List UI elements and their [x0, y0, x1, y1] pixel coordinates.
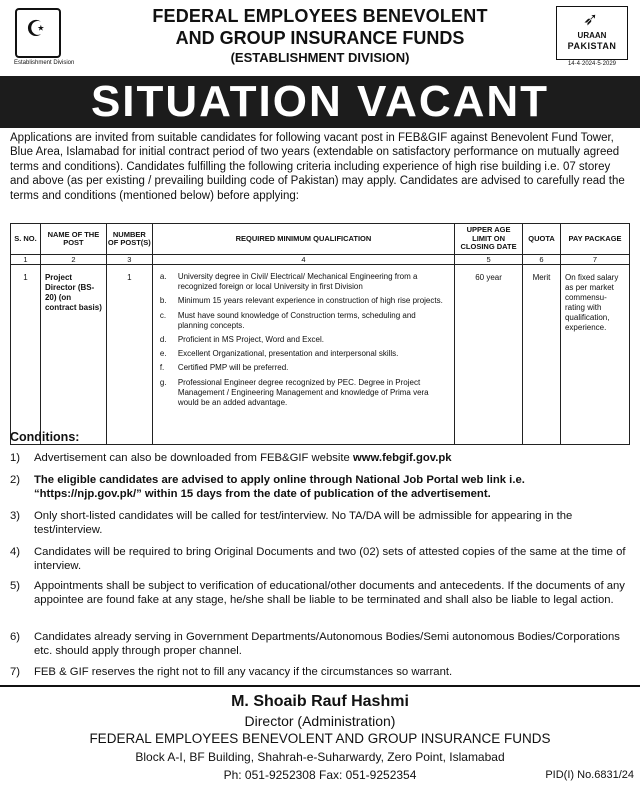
website-link[interactable]: www.febgif.gov.pk: [352, 452, 452, 464]
condition-item: 7) FEB & GIF reserves the right not to fill any vacancy if the circumstances so warrant.: [10, 666, 453, 678]
table-header-row: [11, 224, 630, 255]
row-pay-package: On fixed salary as per market commensu-rating with qualification, experience.: [560, 265, 629, 445]
table-row: [11, 265, 630, 445]
col-number: 3: [106, 255, 152, 265]
njp-portal-instruction: The eligible candidates are advised to apply online through National Job Portal web link i.e. “https://njp.gov.pk/” within 15 days from the date of publication of the advertisement.: [34, 474, 525, 500]
pakistan-text: PAKISTAN: [567, 41, 617, 51]
uraan-pakistan-logo: [556, 6, 628, 70]
pid-number: PID(I) No.6831/24: [545, 769, 634, 781]
condition-item: 5) Appointments shall be subject to verification of educational/other documents and antecedents. If the documents of any appointee are found fake at any stage, he/she shall be liable to be terminated and shall also be liable to legal action.: [10, 580, 625, 606]
list-item: c. Must have sound knowledge of Construction terms, scheduling and planning concepts.: [159, 310, 416, 330]
uraan-text: URAAN: [577, 31, 607, 40]
list-item: b. Minimum 15 years relevant experience in construction of high rise projects.: [159, 296, 443, 306]
footer-address: Block A-I, BF Building, Shahrah-e-Suharwardy, Zero Point, Islamabad: [135, 750, 505, 764]
condition-item: 1) Advertisement can also be downloaded from FEB&GIF website www.febgif.gov.pk: [10, 452, 452, 464]
row-qualifications: [152, 265, 454, 445]
row-age-limit: 60 year: [455, 265, 523, 445]
row-post-name: Project Director (BS-20) (on contract basis): [40, 265, 106, 445]
list-item: d. Proficient in MS Project, Word and Excel.: [159, 335, 324, 345]
col-number: 6: [523, 255, 561, 265]
condition-item: 6) Candidates already serving in Government Departments/Autonomous Bodies/Semi autonomous Bodies/Corporations etc. should apply through proper channel.: [10, 631, 620, 657]
col-number: 5: [455, 255, 523, 265]
logo-date-caption: 14·4·2024·5·2029: [567, 61, 617, 67]
government-emblem-logo: [14, 8, 75, 72]
footer-phone: Ph: 051-9252308 Fax: 051-9252354: [223, 768, 417, 782]
intro-paragraph: Applications are invited from suitable candidates for following vacant post in FEB&GIF against Benevolent Fund Tower, Blue Area, Islamabad for initial contract period of two years (extendable on satisfactory performance on mutually agreed terms and conditions). Candidates fulfilling the following criteria including experience of high rise building i.e. 07 storey and above (as per existing / prevailing building code of Pakistan) may apply. Candidates are advised to carefully read the terms and conditions (mentioned below) before applying:: [10, 132, 625, 202]
conditions-heading: Conditions:: [10, 430, 80, 444]
header-age-limit: UPPER AGE LIMIT ON CLOSING DATE: [455, 224, 523, 255]
header-pay-package: PAY PACKAGE: [560, 224, 629, 255]
condition-item: 2) The eligible candidates are advised to apply online through National Job Portal web link i.e. “https://njp.gov.pk/” within 15 days from the date of publication of the advertisement.: [10, 473, 630, 501]
footer-org-name: FEDERAL EMPLOYEES BENEVOLENT AND GROUP INSURANCE FUNDS: [89, 731, 551, 746]
header-post-name: NAME OF THE POST: [40, 224, 106, 255]
header-quota: QUOTA: [523, 224, 561, 255]
situation-vacant-banner: SITUATION VACANT: [0, 76, 640, 128]
col-number: 7: [560, 255, 629, 265]
col-number: 2: [40, 255, 106, 265]
col-number: 4: [152, 255, 454, 265]
header-number-of-posts: NUMBER OF POST(S): [106, 224, 152, 255]
org-division: (ESTABLISHMENT DIVISION): [230, 50, 410, 65]
org-title-line1: FEDERAL EMPLOYEES BENEVOLENT: [152, 6, 488, 26]
header-sno: S. NO.: [11, 224, 41, 255]
col-number: 1: [11, 255, 41, 265]
qualification-list: [154, 272, 453, 408]
row-quota: Merit: [523, 265, 561, 445]
logo-caption: Establishment Division: [14, 60, 75, 66]
header-qualification: REQUIRED MINIMUM QUALIFICATION: [152, 224, 454, 255]
crest-icon: ☪: [15, 8, 61, 58]
signatory-designation: Director (Administration): [244, 713, 396, 729]
footer-signature-block: [0, 685, 640, 788]
condition-item: 4) Candidates will be required to bring Original Documents and two (02) sets of attested copies of the same at the time of interview.: [10, 546, 626, 572]
org-title-line2: AND GROUP INSURANCE FUNDS: [175, 28, 465, 48]
list-item: f. Certified PMP will be preferred.: [159, 363, 289, 373]
bird-icon: ➶: [583, 9, 599, 29]
requirements-table: [10, 223, 630, 445]
row-post-count: 1: [106, 265, 152, 445]
condition-item: 3) Only short-listed candidates will be called for test/interview. No TA/DA will be admissible for appearing in the test/interview.: [10, 510, 573, 536]
list-item: g. Professional Engineer degree recognized by PEC. Degree in Project Management / Engineering Management and knowledge of Prima vera would be an added advantage.: [159, 377, 429, 408]
column-number-row: [11, 255, 630, 265]
list-item: e. Excellent Organizational, presentation and interpersonal skills.: [159, 349, 399, 359]
list-item: a. University degree in Civil/ Electrical/ Mechanical Engineering from a recognized foreign or local University in first Division: [159, 272, 418, 292]
row-sno: 1: [11, 265, 41, 445]
signatory-name: M. Shoaib Rauf Hashmi: [231, 693, 409, 710]
